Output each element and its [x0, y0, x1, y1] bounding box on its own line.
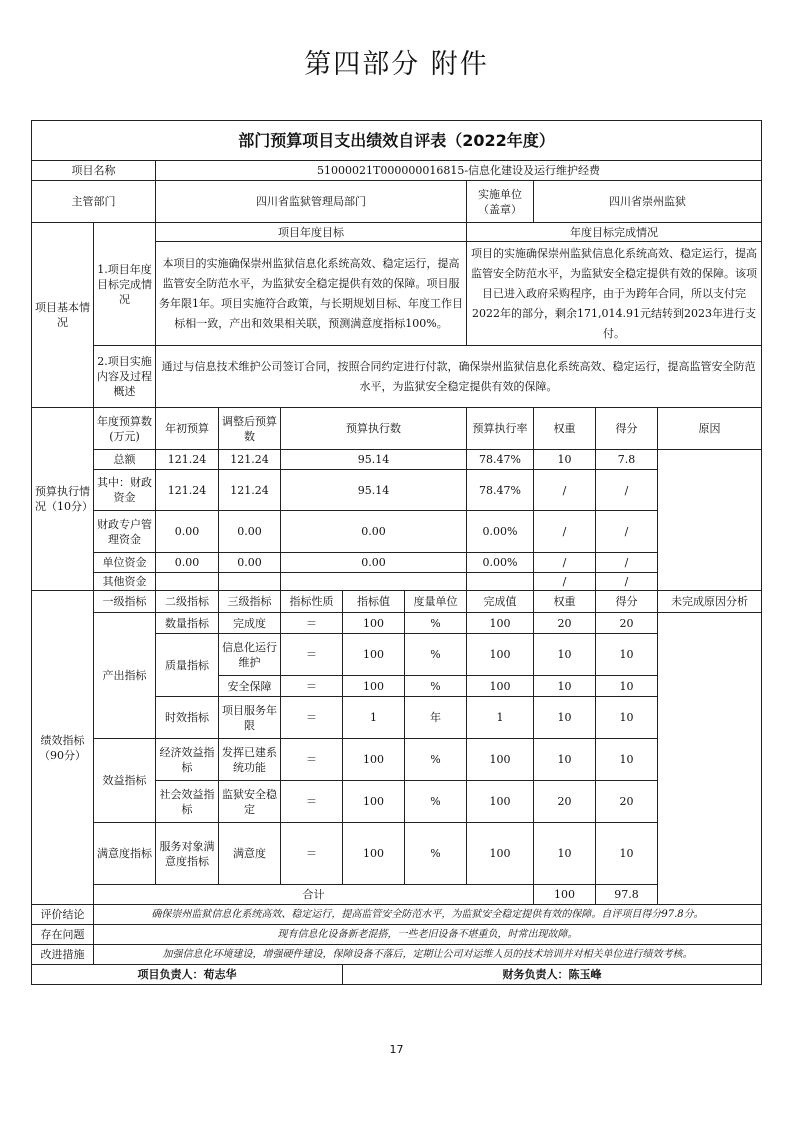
perf-value: 100: [343, 613, 405, 634]
perf-done: 100: [467, 613, 534, 634]
perf-nature: ＝: [281, 613, 343, 634]
perf-weight: 10: [534, 739, 596, 781]
budget-row-score: /: [596, 470, 658, 511]
perf-done: 100: [467, 823, 534, 885]
budget-row-name: 总额: [94, 450, 156, 470]
perf-done: 100: [467, 676, 534, 697]
perf-weight: 10: [534, 676, 596, 697]
content-label: 2.项目实施内容及过程概述: [94, 346, 156, 408]
budget-header-score: 得分: [596, 408, 658, 450]
budget-row-name: 其中：财政资金: [94, 470, 156, 511]
perf-l2-service-satisfaction: 服务对象满意度指标: [156, 823, 219, 885]
perf-header-done: 完成值: [467, 591, 534, 613]
budget-row-executed: 95.14: [281, 470, 467, 511]
perf-nature: ＝: [281, 739, 343, 781]
budget-row-initial: 0.00: [156, 553, 219, 573]
perf-nature: ＝: [281, 781, 343, 823]
perf-unit: %: [405, 739, 467, 781]
perf-nature: ＝: [281, 697, 343, 739]
perf-l3: 监狱安全稳定: [219, 781, 281, 823]
table-title: 部门预算项目支出绩效自评表（2022年度）: [32, 121, 762, 161]
perf-done: 100: [467, 781, 534, 823]
document-heading: 第四部分 附件: [304, 49, 489, 80]
budget-row-adjusted: 121.24: [219, 470, 281, 511]
budget-row-rate: 0.00%: [467, 553, 534, 573]
perf-header-reason: 未完成原因分析: [658, 591, 762, 613]
budget-label: 预算执行情况（10分）: [32, 408, 94, 591]
perf-weight: 10: [534, 634, 596, 676]
budget-row-rate: 78.47%: [467, 450, 534, 470]
perf-weight: 20: [534, 781, 596, 823]
budget-row-initial: [156, 573, 219, 591]
perf-score: 10: [596, 634, 658, 676]
perf-score: 10: [596, 739, 658, 781]
budget-row-initial: 0.00: [156, 511, 219, 553]
budget-row-initial: 121.24: [156, 470, 219, 511]
budget-header-initial: 年初预算: [156, 408, 219, 450]
perf-total-label: 合计: [94, 885, 534, 905]
perf-unit: 年: [405, 697, 467, 739]
perf-header-l1: 一级指标: [94, 591, 156, 613]
dept-value: 四川省监狱管理局部门: [156, 181, 467, 223]
content-text: 通过与信息技术维护公司签订合同，按照合同约定进行付款，确保崇州监狱信息化系统高效、稳定运行，提高监管安全防范水平，为监狱安全稳定提供有效的保障。: [156, 346, 762, 408]
perf-l3: 满意度: [219, 823, 281, 885]
perf-total-score: 97.8: [596, 885, 658, 905]
perf-header-unit: 度量单位: [405, 591, 467, 613]
completion-header: 年度目标完成情况: [467, 223, 762, 242]
budget-row-name: 单位资金: [94, 553, 156, 573]
budget-row-rate: 0.00%: [467, 511, 534, 553]
perf-header-nature: 指标性质: [281, 591, 343, 613]
budget-row-score: /: [596, 553, 658, 573]
budget-row-weight: /: [534, 470, 596, 511]
budget-header-reason: 原因: [658, 408, 762, 450]
perf-weight: 10: [534, 697, 596, 739]
perf-score: 10: [596, 697, 658, 739]
budget-row-adjusted: 0.00: [219, 511, 281, 553]
perf-value: 100: [343, 781, 405, 823]
completion-text: 项目的实施确保崇州监狱信息化系统高效、稳定运行，提高监管安全防范水平，为监狱安全稳定提供有效的保障。该项目已进入政府采购程序，由于为跨年合同，所以支付完2022年的部分，剩余171,014.91元结转到2023年进行支付。: [467, 242, 762, 346]
perf-header-weight: 权重: [534, 591, 596, 613]
problem-label: 存在问题: [32, 925, 94, 945]
project-name-label: 项目名称: [32, 161, 156, 181]
impl-unit-value: 四川省崇州监狱: [534, 181, 762, 223]
perf-done: 100: [467, 634, 534, 676]
perf-unit: %: [405, 613, 467, 634]
perf-unit: %: [405, 634, 467, 676]
perf-value: 100: [343, 739, 405, 781]
budget-row-initial: 121.24: [156, 450, 219, 470]
budget-row-score: 7.8: [596, 450, 658, 470]
perf-l2-economic: 经济效益指标: [156, 739, 219, 781]
perf-nature: ＝: [281, 676, 343, 697]
perf-l2-social: 社会效益指标: [156, 781, 219, 823]
perf-l2-quality: 质量指标: [156, 634, 219, 697]
budget-row-score: /: [596, 511, 658, 553]
perf-value: 100: [343, 676, 405, 697]
perf-l2-quantity: 数量指标: [156, 613, 219, 634]
budget-row-weight: /: [534, 573, 596, 591]
budget-row-executed: 95.14: [281, 450, 467, 470]
page-number: 17: [389, 1043, 404, 1056]
perf-l3: 信息化运行维护: [219, 634, 281, 676]
perf-value: 100: [343, 634, 405, 676]
goal-text: 本项目的实施确保崇州监狱信息化系统高效、稳定运行，提高监管安全防范水平，为监狱安全稳定提供有效的保障。项目服务年限1年。项目实施符合政策，与长期规划目标、年度工作目标相一致，产出和效果相关联，预测满意度指标100%。: [156, 242, 467, 346]
improve-text: 加强信息化环境建设，增强硬件建设，保障设备不落后，定期让公司对运维人员的技术培训并对相关单位进行绩效考核。: [94, 945, 762, 965]
perf-l1-satisfaction: 满意度指标: [94, 823, 156, 885]
dept-label: 主管部门: [32, 181, 156, 223]
budget-header-annual: 年度预算数(万元): [94, 408, 156, 450]
perf-l3: 完成度: [219, 613, 281, 634]
perf-reason-cell: [658, 613, 762, 905]
perf-l2-timeliness: 时效指标: [156, 697, 219, 739]
perf-unit: %: [405, 781, 467, 823]
perf-score: 20: [596, 613, 658, 634]
perf-label: 绩效指标（90分）: [32, 591, 94, 905]
budget-row-rate: [467, 573, 534, 591]
budget-row-executed: 0.00: [281, 553, 467, 573]
eval-text: 确保崇州监狱信息化系统高效、稳定运行，提高监管安全防范水平，为监狱安全稳定提供有效的保障。自评项目得分97.8分。: [94, 905, 762, 925]
budget-header-weight: 权重: [534, 408, 596, 450]
perf-l3: 项目服务年限: [219, 697, 281, 739]
budget-row-adjusted: 0.00: [219, 553, 281, 573]
impl-unit-label: 实施单位（盖章）: [467, 181, 534, 223]
perf-done: 100: [467, 739, 534, 781]
eval-label: 评价结论: [32, 905, 94, 925]
budget-reason-cell: [658, 450, 762, 591]
perf-l1-output: 产出指标: [94, 613, 156, 739]
perf-unit: %: [405, 676, 467, 697]
budget-row-executed: 0.00: [281, 511, 467, 553]
perf-score: 20: [596, 781, 658, 823]
perf-header-score: 得分: [596, 591, 658, 613]
budget-row-weight: /: [534, 511, 596, 553]
perf-l3: 安全保障: [219, 676, 281, 697]
finance-leader: 财务负责人：陈玉峰: [343, 965, 762, 985]
budget-row-adjusted: [219, 573, 281, 591]
problem-text: 现有信息化设备新老混搭，一些老旧设备不堪重负，时常出现故障。: [94, 925, 762, 945]
annual-goal-header: 项目年度目标: [156, 223, 467, 242]
perf-total-weight: 100: [534, 885, 596, 905]
perf-unit: %: [405, 823, 467, 885]
budget-row-rate: 78.47%: [467, 470, 534, 511]
perf-weight: 20: [534, 613, 596, 634]
budget-header-adjusted: 调整后预算数: [219, 408, 281, 450]
perf-header-l3: 三级指标: [219, 591, 281, 613]
budget-row-executed: [281, 573, 467, 591]
perf-score: 10: [596, 676, 658, 697]
perf-nature: ＝: [281, 634, 343, 676]
project-name-value: 51000021T000000016815-信息化建设及运行维护经费: [156, 161, 762, 181]
budget-row-adjusted: 121.24: [219, 450, 281, 470]
basic-info-label: 项目基本情况: [32, 223, 94, 408]
budget-row-name: 其他资金: [94, 573, 156, 591]
budget-row-weight: 10: [534, 450, 596, 470]
budget-header-rate: 预算执行率: [467, 408, 534, 450]
perf-header-value: 指标值: [343, 591, 405, 613]
perf-nature: ＝: [281, 823, 343, 885]
perf-value: 100: [343, 823, 405, 885]
perf-done: 1: [467, 697, 534, 739]
budget-row-name: 财政专户管理资金: [94, 511, 156, 553]
performance-evaluation-table: [31, 120, 762, 985]
perf-score: 10: [596, 823, 658, 885]
improve-label: 改进措施: [32, 945, 94, 965]
perf-l3: 发挥已建系统功能: [219, 739, 281, 781]
budget-row-score: /: [596, 573, 658, 591]
perf-l1-benefit: 效益指标: [94, 739, 156, 823]
perf-weight: 10: [534, 823, 596, 885]
project-leader: 项目负责人：荀志华: [32, 965, 343, 985]
perf-value: 1: [343, 697, 405, 739]
budget-row-weight: /: [534, 553, 596, 573]
budget-header-executed: 预算执行数: [281, 408, 467, 450]
perf-header-l2: 二级指标: [156, 591, 219, 613]
goal-label: 1.项目年度目标完成情况: [94, 223, 156, 346]
